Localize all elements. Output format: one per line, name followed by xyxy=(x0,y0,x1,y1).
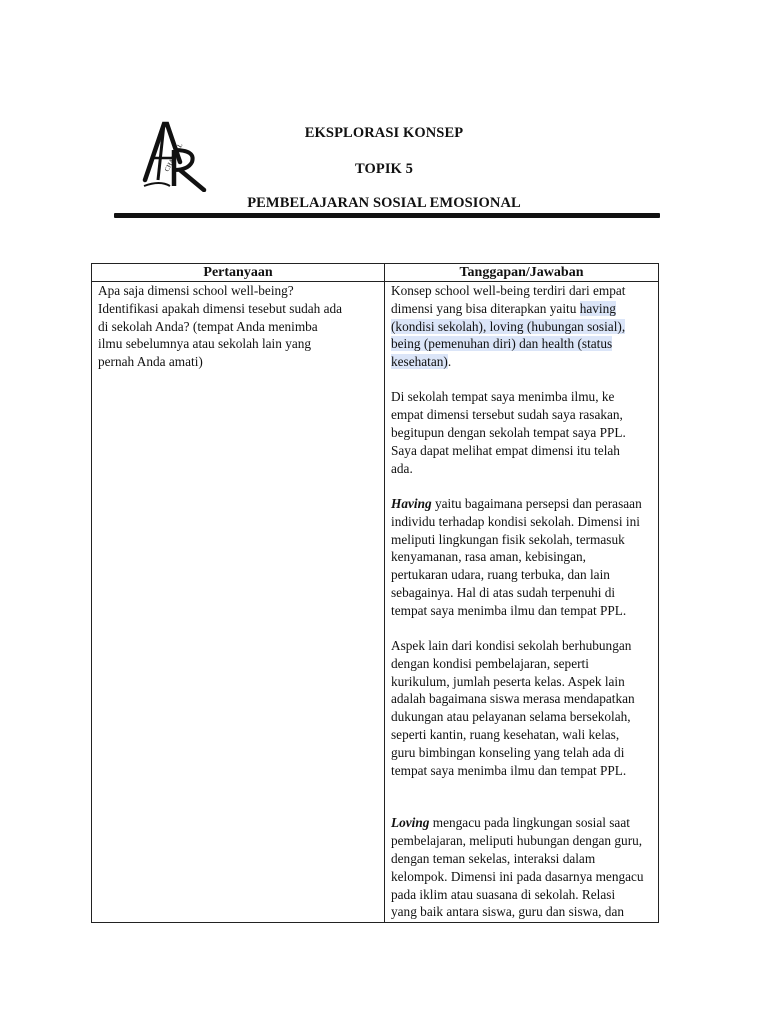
answer-paragraph-3 xyxy=(391,495,652,620)
topic-subject: PEMBELAJARAN SOSIAL EMOSIONAL xyxy=(247,195,521,211)
answer-p1-lead: Konsep school well-being terdiri dari empat dimensi yang bisa diterapkan yaitu xyxy=(391,283,626,316)
table-row xyxy=(92,282,659,923)
column-header-question: Pertanyaan xyxy=(92,264,385,282)
document-title: EKSPLORASI KONSEP xyxy=(304,125,464,141)
table-header-row xyxy=(92,264,659,282)
answer-p1-highlight: having (kondisi sekolah), loving (hubungan sosial), being (pemenuhan diri) dan health (status kesehatan) xyxy=(391,300,626,370)
qa-table xyxy=(91,263,659,923)
answer-p1-end: . xyxy=(447,354,452,370)
answer-paragraph-1 xyxy=(391,282,652,371)
question-cell xyxy=(92,282,385,923)
header-divider xyxy=(114,213,660,218)
answer-p3-text: yaitu bagaimana persepsi dan perasaan individu terhadap kondisi sekolah. Dimensi ini meliputi lingkungan fisik sekolah, termasuk kenyamanan, rasa aman, kebisingan, pertukaran udara, ruang terbuka, dan lain sebagainya. Hal di atas sudah terpenuhi di tempat saya menimba ilmu dan tempat PPL. xyxy=(391,495,642,618)
answer-cell xyxy=(385,282,659,923)
column-header-answer: Tanggapan/Jawaban xyxy=(385,264,659,282)
keyword-loving: Loving xyxy=(391,815,430,831)
topic-number: TOPIK 5 xyxy=(354,161,414,177)
answer-paragraph-2: Di sekolah tempat saya menimba ilmu, ke empat dimensi tersebut sudah saya rasakan, begitupun dengan sekolah tempat saya PPL. Saya dapat melihat empat dimensi itu telah ada. xyxy=(391,389,626,476)
answer-paragraph-4: Aspek lain dari kondisi sekolah berhubungan dengan kondisi pembelajaran, seperti kurikulum, jumlah peserta kelas. Aspek lain adalah bagaimana siswa merasa mendapatkan dukungan atau pelayanan selama bersekolah, seperti kantin, ruang kesehatan, wali kelas, guru bimbingan konseling yang telah ada di tempat saya menimba ilmu dan tempat PPL. xyxy=(391,638,635,778)
question-text: Apa saja dimensi school well-being? Identifikasi apakah dimensi tesebut sudah ada di sekolah Anda? (tempat Anda menimba ilmu sebelumnya atau sekolah lain yang pernah Anda amati) xyxy=(98,283,343,370)
logo-channel-text: CHANNEL xyxy=(163,142,185,173)
answer-paragraph-5 xyxy=(391,814,652,921)
answer-p5-text: mengacu pada lingkungan sosial saat pembelajaran, meliputi hubungan dengan guru, dengan teman sekelas, interaksi dalam kelompok. Dimensi ini pada dasarnya mengacu pada iklim atau suasana di sekolah. Relasi yang baik antara siswa, guru dan siswa, dan xyxy=(391,815,644,920)
keyword-having: Having xyxy=(391,495,432,511)
